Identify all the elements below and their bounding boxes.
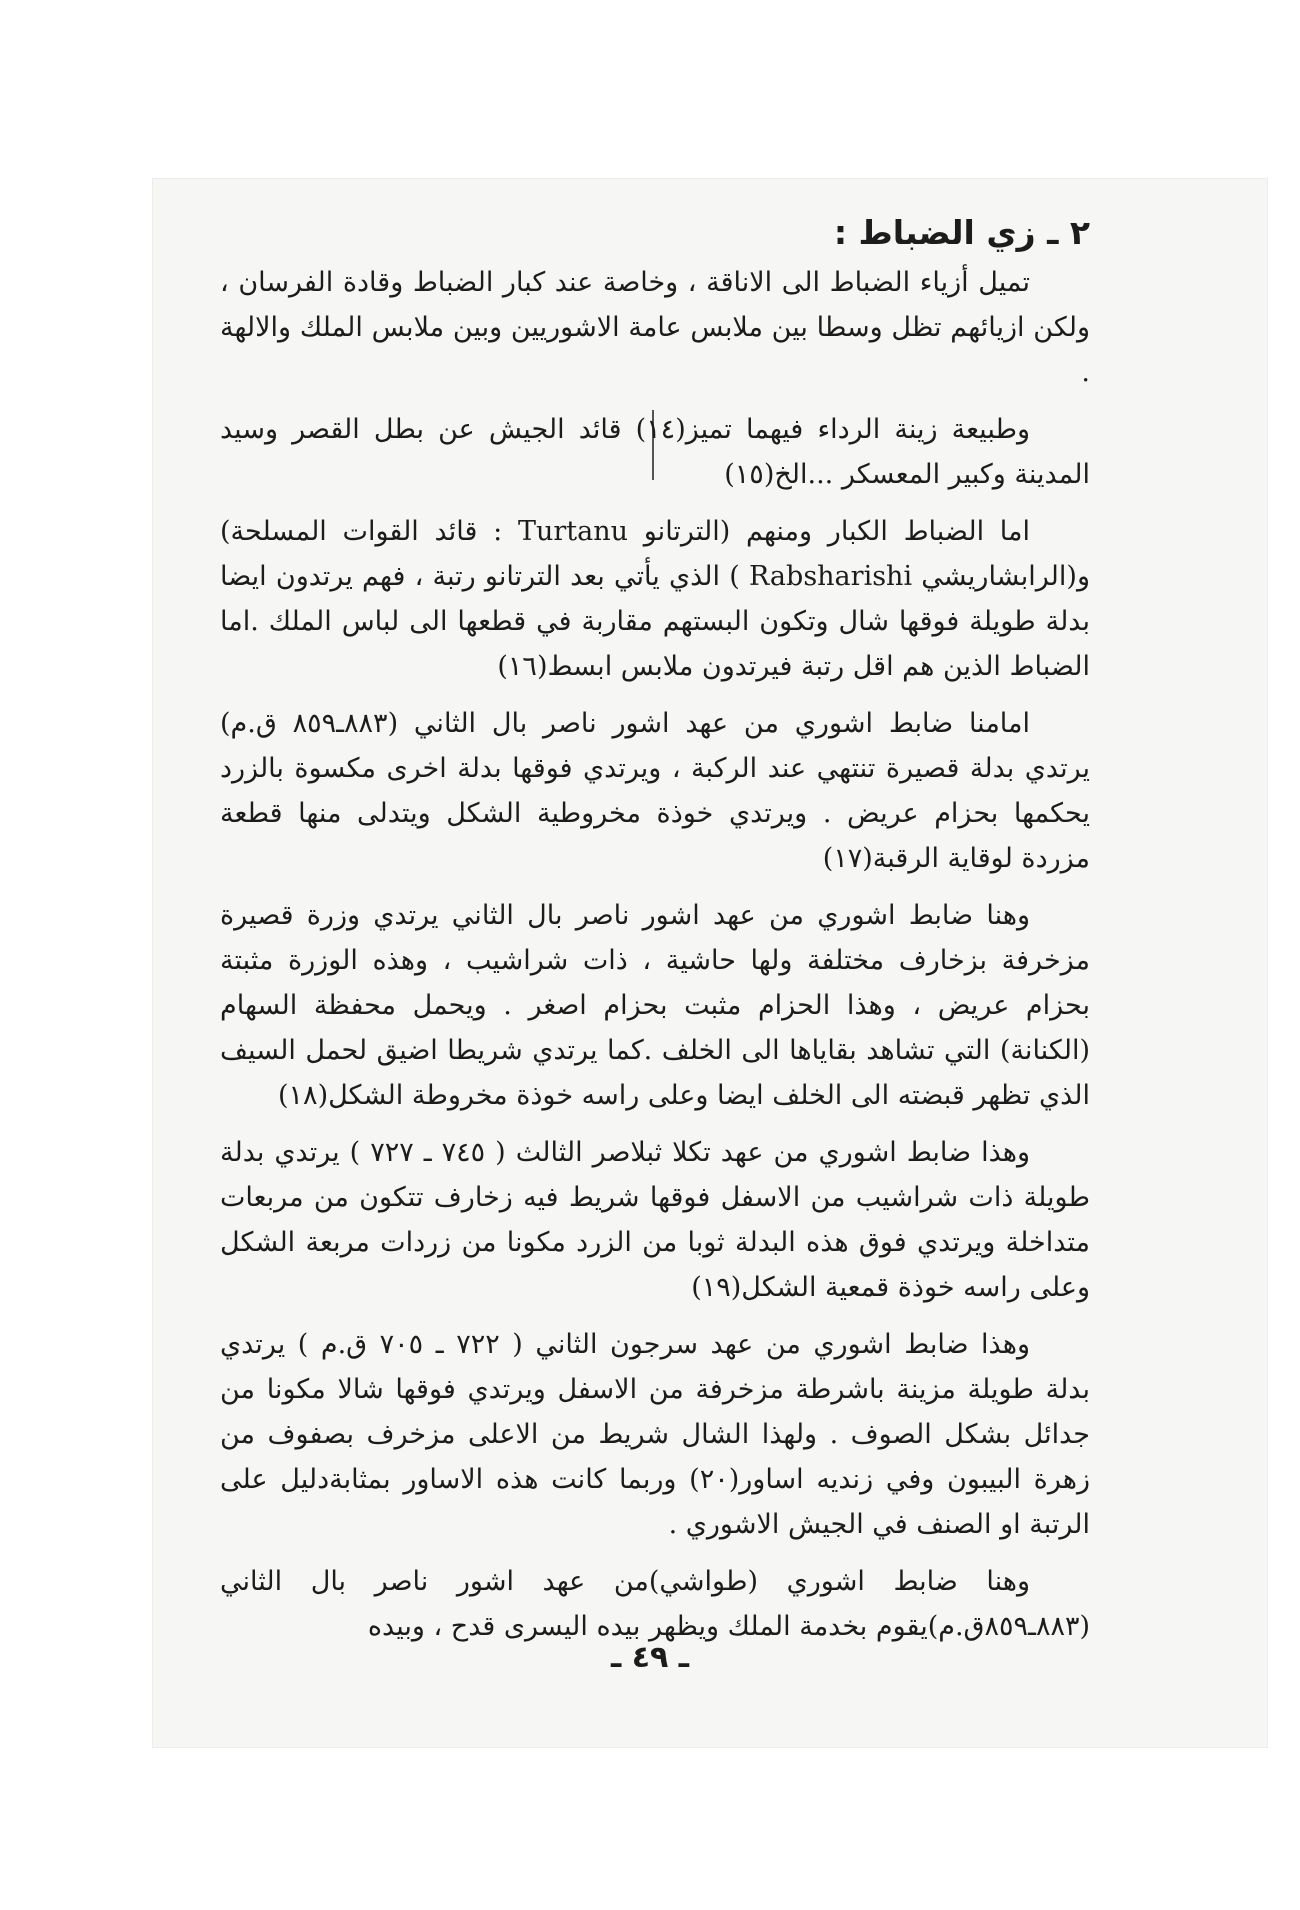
paragraph-3: اما الضباط الكبار ومنهم (الترتانو Turtanu : قائد القوات المسلحة) و(الرابشاريشي Rabsharishi ) الذي يأتي بعد الترتانو رتبة ، فهم يرتدون ايضا بدلة طويلة فوقها شال وتكون البستهم مقاربة في قطعها الى لباس الملك .اما الضباط الذين هم اقل رتبة فيرتدون ملابس ابسط(١٦) bbox=[220, 516, 1090, 682]
paragraph-2: وطبيعة زينة الرداء فيهما تميز(١٤) قائد الجيش عن بطل القصر وسيد المدينة وكبير المعسكر ...الخ(١٥) bbox=[220, 414, 1090, 490]
paragraph-7: وهذا ضابط اشوري من عهد سرجون الثاني ( ٧٢٢ ـ ٧٠٥ ق.م ) يرتدي بدلة طويلة مزينة باشرطة مزخرفة من الاسفل ويرتدي فوقها شالا مكونا من جدائل بشكل الصوف . ولهذا الشال شريط من الاعلى مزخرف بصفوف من زهرة البيبون وفي زنديه اساور(٢٠) وربما كانت هذه الاساور بمثابةدليل على الرتبة او الصنف في الجيش الاشوري . bbox=[220, 1329, 1090, 1540]
section-heading: ٢ ـ زي الضباط : bbox=[833, 213, 1090, 252]
paragraph-8: وهنا ضابط اشوري (طواشي)من عهد اشور ناصر بال الثاني (٨٨٣ـ٨٥٩ق.م)يقوم بخدمة الملك ويظهر بيده اليسرى قدح ، وبيده bbox=[220, 1566, 1090, 1642]
paragraph-1: تميل أزياء الضباط الى الاناقة ، وخاصة عند كبار الضباط وقادة الفرسان ، ولكن ازيائهم تظل وسطا بين ملابس عامة الاشوريين وبين ملابس الملك والالهة . bbox=[220, 267, 1090, 388]
page-text-block bbox=[220, 210, 1090, 1661]
paragraph-4: امامنا ضابط اشوري من عهد اشور ناصر بال الثاني (٨٨٣ـ٨٥٩ ق.م) يرتدي بدلة قصيرة تنتهي عند الركبة ، ويرتدي فوقها بدلة اخرى مكسوة بالزرد يحكمها بحزام عريض . ويرتدي خوذة مخروطية الشكل ويتدلى منها قطعة مزردة لوقاية الرقبة(١٧) bbox=[220, 708, 1090, 874]
paragraph-6: وهذا ضابط اشوري من عهد تكلا ثبلاصر الثالث ( ٧٤٥ ـ ٧٢٧ ) يرتدي بدلة طويلة ذات شراشيب من الاسفل فوقها شريط فيه زخارف تتكون من مربعات متداخلة ويرتدي فوق هذه البدلة ثوبا من الزرد مكونا من زردات مربعة الشكل وعلى راسه خوذة قمعية الشكل(١٩) bbox=[220, 1137, 1090, 1303]
paragraph-5: وهنا ضابط اشوري من عهد اشور ناصر بال الثاني يرتدي وزرة قصيرة مزخرفة بزخارف مختلفة ولها حاشية ، ذات شراشيب ، وهذه الوزرة مثبتة بحزام عريض ، وهذا الحزام مثبت بحزام اصغر . ويحمل محفظة السهام (الكنانة) التي تشاهد بقاياها الى الخلف .كما يرتدي شريطا اضيق لحمل السيف الذي تظهر قبضته الى الخلف ايضا وعلى راسه خوذة مخروطة الشكل(١٨) bbox=[220, 900, 1090, 1111]
page-number: ـ ٤٩ ـ bbox=[610, 1640, 690, 1675]
